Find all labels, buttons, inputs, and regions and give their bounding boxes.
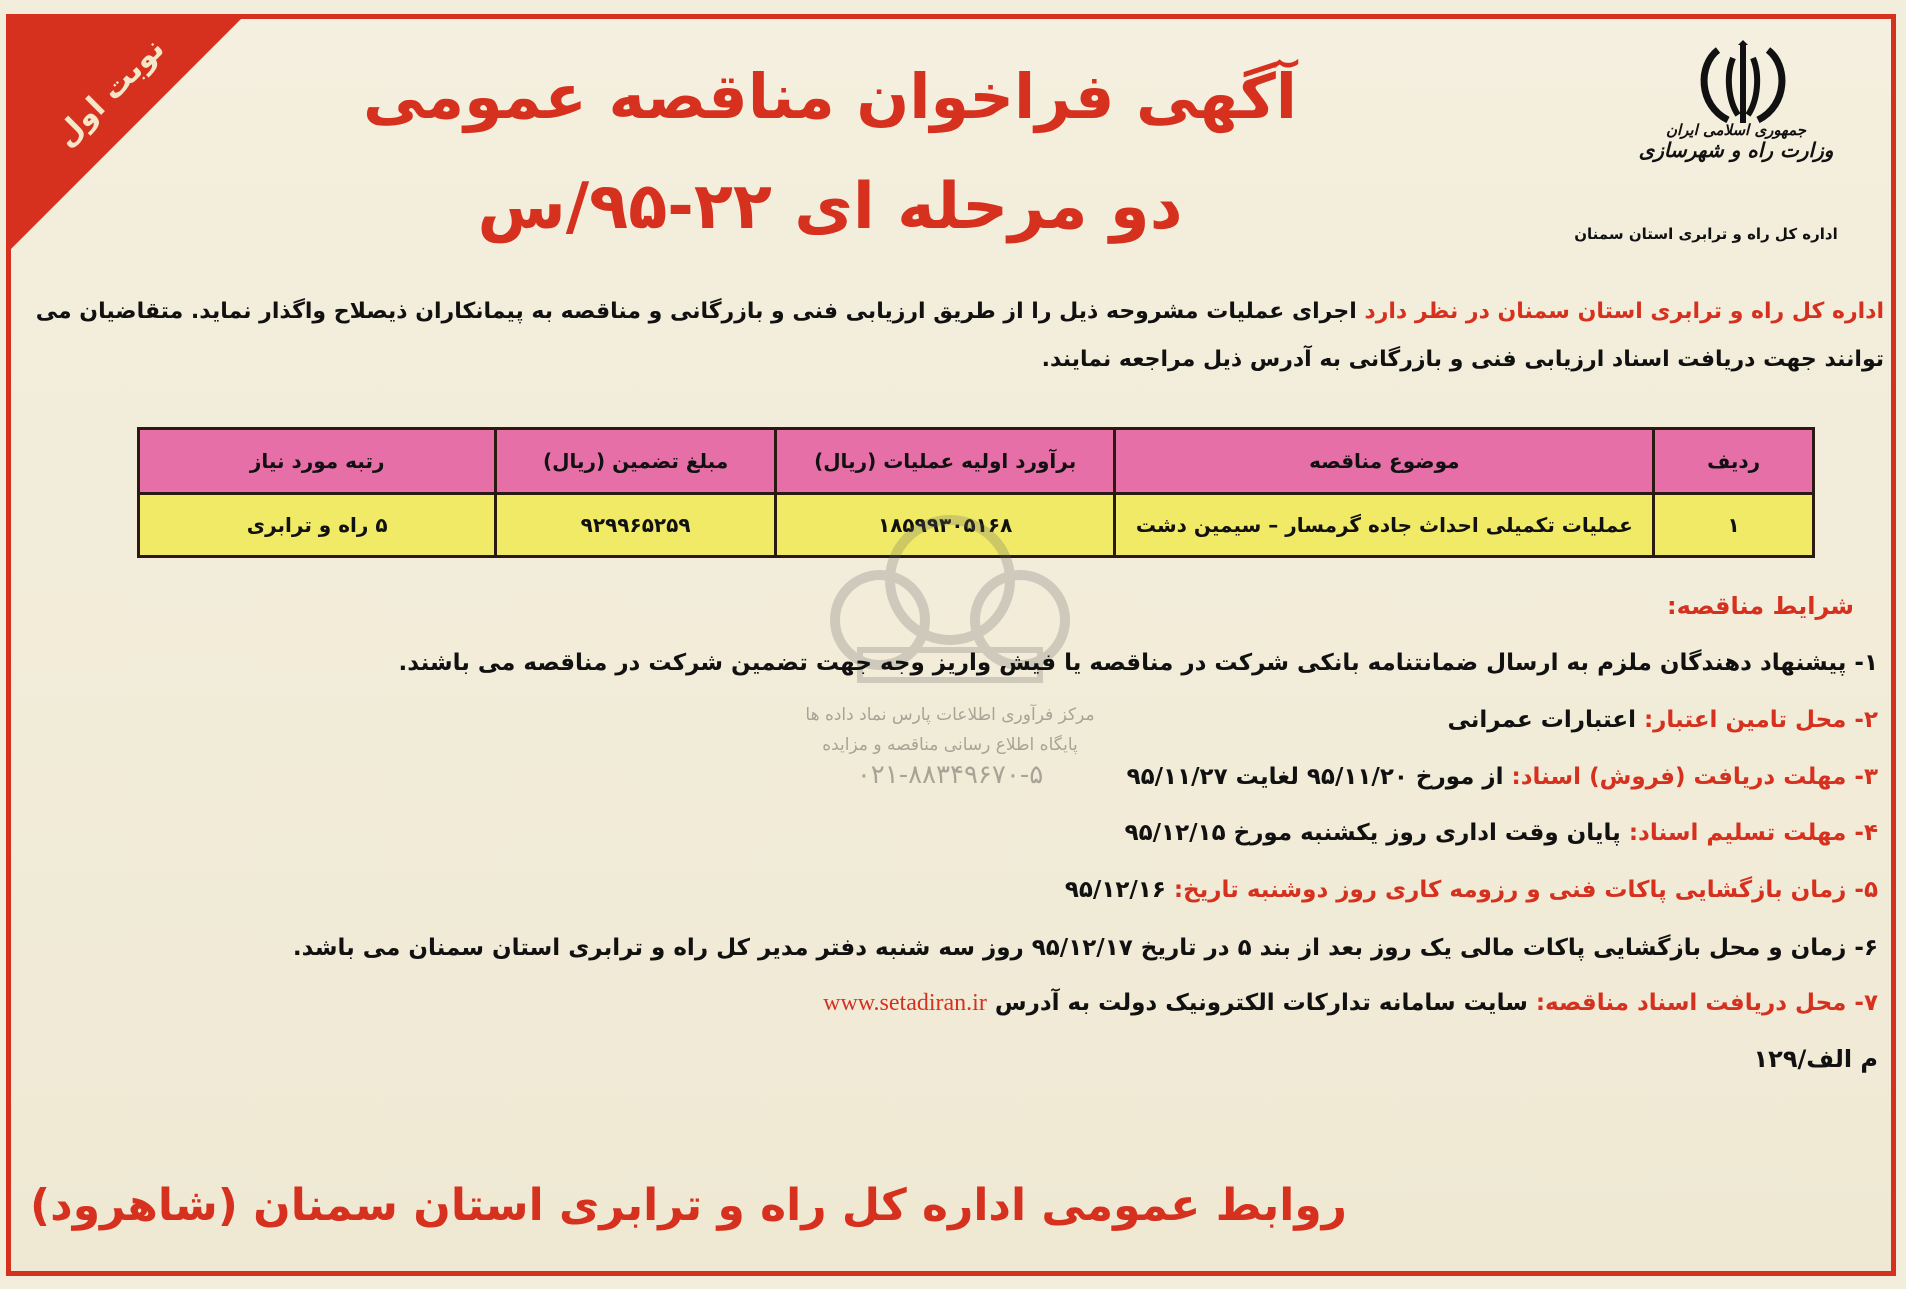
- table-header: رتبه مورد نیاز: [139, 429, 496, 494]
- table-cell: ۹۲۹۹۶۵۲۵۹: [496, 494, 776, 557]
- condition-2: [1447, 707, 1878, 733]
- condition-7: [823, 990, 1878, 1017]
- condition-text: ۹۵/۱۲/۱۶: [1064, 877, 1174, 903]
- table-cell: ۱۸۵۹۹۳۰۵۱۶۸: [775, 494, 1115, 557]
- table-cell: ۱: [1654, 494, 1814, 557]
- office-name: اداره کل راه و ترابری استان سمنان: [1574, 225, 1838, 243]
- footer-public-relations: روابط عمومی اداره کل راه و ترابری استان سمنان (شاهرود): [30, 1180, 1348, 1231]
- condition-label: ۴- مهلت تسلیم اسناد:: [1628, 820, 1878, 846]
- iran-emblem-icon: [1688, 40, 1798, 130]
- condition-text: ۶- زمان و محل بازگشایی پاکات مالی یک روز بعد از بند ۵ در تاریخ ۹۵/۱۲/۱۷ روز سه شنبه دفتر مدیر کل راه و ترابری استان سمنان می باشد.: [292, 935, 1878, 961]
- condition-4: [1125, 820, 1878, 846]
- condition-3: [1127, 764, 1878, 790]
- intro-highlight: اداره کل راه و ترابری استان سمنان در نظر دارد: [1364, 299, 1884, 324]
- condition-label: ۲- محل تامین اعتبار:: [1643, 707, 1878, 733]
- condition-text: سایت سامانه تدارکات الکترونیک دولت به آدرس: [994, 990, 1536, 1016]
- condition-label: ۳- مهلت دریافت (فروش) اسناد:: [1511, 764, 1878, 790]
- ad-code: م الف/۱۲۹: [1753, 1045, 1878, 1073]
- condition-label: ۵- زمان بازگشایی پاکات فنی و رزومه کاری روز دوشنبه تاریخ:: [1173, 877, 1878, 903]
- setadiran-link[interactable]: www.setadiran.ir: [823, 990, 987, 1016]
- watermark-line1: مرکز فرآوری اطلاعات پارس نماد داده ها: [805, 705, 1095, 725]
- watermark-phone: ۰۲۱-۸۸۳۴۹۶۷۰-۵: [856, 760, 1044, 790]
- intro-text: اجرای عملیات مشروحه ذیل را از طریق ارزیابی فنی و بازرگانی و مناقصه به پیمانکاران ذیصلاح واگذار نماید. متقاضیان می توانند جهت دریافت اسناد ارزیابی فنی و بازرگانی به آدرس ذیل مراجعه نمایند.: [35, 299, 1884, 372]
- conditions-title: شرایط مناقصه:: [1666, 592, 1854, 620]
- condition-text: اعتبارات عمرانی: [1447, 707, 1644, 733]
- condition-6: [293, 935, 1878, 961]
- condition-5: [1065, 877, 1878, 903]
- title-line1: آگهی فراخوان مناقصه عمومی: [362, 60, 1298, 133]
- condition-text: از مورخ ۹۵/۱۱/۲۰ لغایت ۹۵/۱۱/۲۷: [1126, 764, 1512, 790]
- title-line2: دو مرحله ای ۲۲-۹۵/س: [477, 170, 1183, 244]
- table-header: ردیف: [1654, 429, 1814, 494]
- table-header: موضوع مناقصه: [1115, 429, 1654, 494]
- ministry-name: [1626, 120, 1846, 160]
- badge-first-round: نوبت اول: [48, 31, 172, 154]
- table-cell: ۵ راه و ترابری: [139, 494, 496, 557]
- condition-text: ۱- پیشنهاد دهندگان ملزم به ارسال ضمانتنامه بانکی شرکت در مناقصه یا فیش واریز وجه جهت تضمین شرکت در مناقصه می باشند.: [398, 650, 1878, 676]
- table-header: برآورد اولیه عملیات (ریال): [775, 429, 1115, 494]
- watermark-line2: پایگاه اطلاع رسانی مناقصه و مزایده: [822, 735, 1078, 755]
- ministry-line2: وزارت راه و شهرسازی: [1638, 138, 1834, 162]
- table-cell: عملیات تکمیلی احداث جاده گرمسار – سیمین دشت: [1115, 494, 1654, 557]
- condition-label: ۷- محل دریافت اسناد مناقصه:: [1535, 990, 1878, 1016]
- condition-text: پایان وقت اداری روز یکشنبه مورخ ۹۵/۱۲/۱۵: [1124, 820, 1629, 846]
- table-header: مبلغ تضمین (ریال): [496, 429, 776, 494]
- watermark-text: [740, 700, 1160, 790]
- ministry-line1: جمهوری اسلامی ایران: [1665, 121, 1807, 139]
- condition-1: [399, 650, 1878, 676]
- intro-paragraph: [30, 288, 1884, 384]
